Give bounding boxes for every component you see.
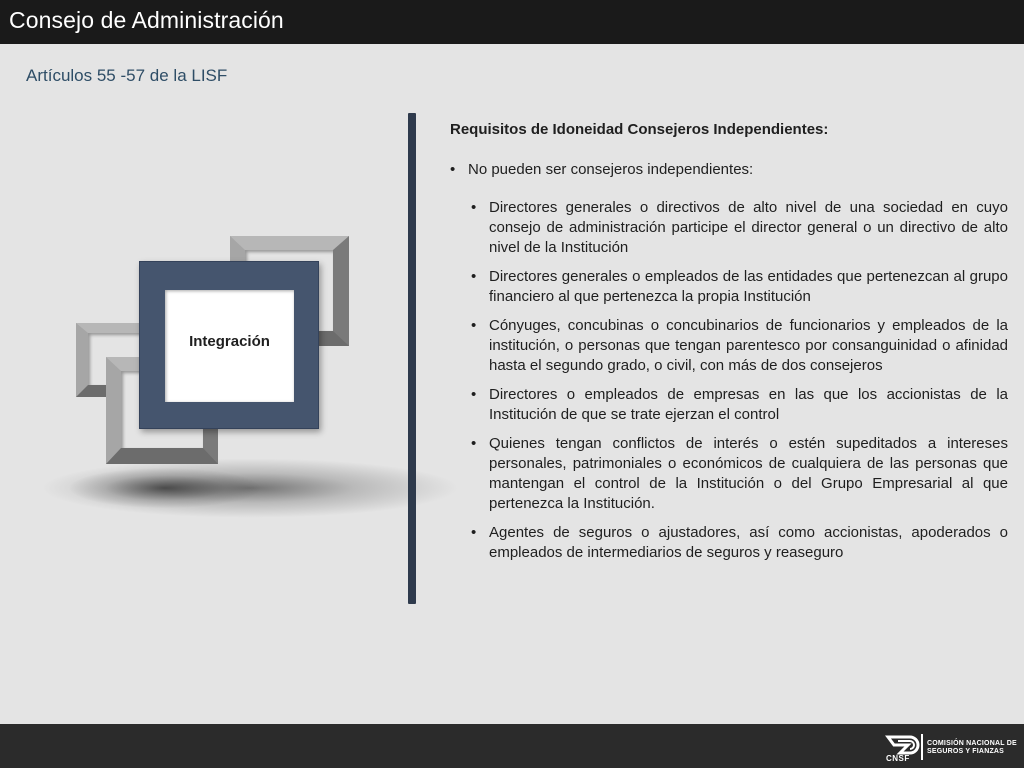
list-item-text: Directores o empleados de empresas en las que los accionistas de la Institución de que se trate ejerzan el control [489,386,1008,423]
logo-text [927,740,1017,756]
bullet-icon: • [471,524,477,541]
logo-abbr: CNSF [886,754,910,763]
list-item [471,385,1008,425]
main-frame [139,261,319,429]
list-item-text: Directores generales o directivos de alto nivel de una sociedad en cuyo consejo de administración participe el director general o un directivo de alto nivel de la Institución [489,199,1008,256]
bullet-icon: • [450,161,456,178]
bullet-icon: • [471,199,477,216]
bullet-icon: • [471,435,477,452]
list-item [471,523,1008,563]
bullet-icon: • [471,317,477,334]
requirements-content [450,120,1008,572]
list-item [471,434,1008,514]
bullet-icon: • [471,386,477,403]
requirements-heading: Requisitos de Idoneidad Consejeros Independientes: [450,121,829,138]
page-subtitle: Artículos 55 -57 de la LISF [26,66,228,85]
vertical-divider [408,113,416,604]
bullet-icon: • [471,268,477,285]
page-title: Consejo de Administración [9,7,284,33]
list-item-text: Cónyuges, concubinas o concubinarios de funcionarios y empleados de la institución, o personas que tengan parentesco por consanguinidad o afinidad hasta el segundo grado, o civil, con más de dos consejeros [489,317,1008,374]
logo-line2: SEGUROS Y FIANZAS [927,748,1005,755]
list-item [471,198,1008,258]
main-frame-panel [165,290,294,402]
intro-bullet [450,160,1008,180]
list-item-text: Agentes de seguros o ajustadores, así como accionistas, apoderados o empleados de intermediarios de seguros y reaseguro [489,524,1008,561]
list-item [471,316,1008,376]
list-item-text: Directores generales o empleados de las entidades que pertenezcan al grupo financiero al que pertenezca la propia Institución [489,268,1008,305]
requirements-list [450,198,1008,563]
graphic-shadow-small [70,468,260,508]
title-bar [0,0,1024,44]
logo-line1: COMISIÓN NACIONAL DE [927,740,1017,747]
footer-bar [0,724,1024,768]
list-item [471,267,1008,307]
graphic-label: Integración [189,333,270,350]
intro-bullet-text: No pueden ser consejeros independientes: [468,161,754,178]
list-item-text: Quienes tengan conflictos de interés o estén supeditados a intereses personales, patrimoniales o económicos de cualquiera de las personas que mantengan el control de la Institución o del Grupo Empresarial al que pertenezca la Institución. [489,435,1008,512]
